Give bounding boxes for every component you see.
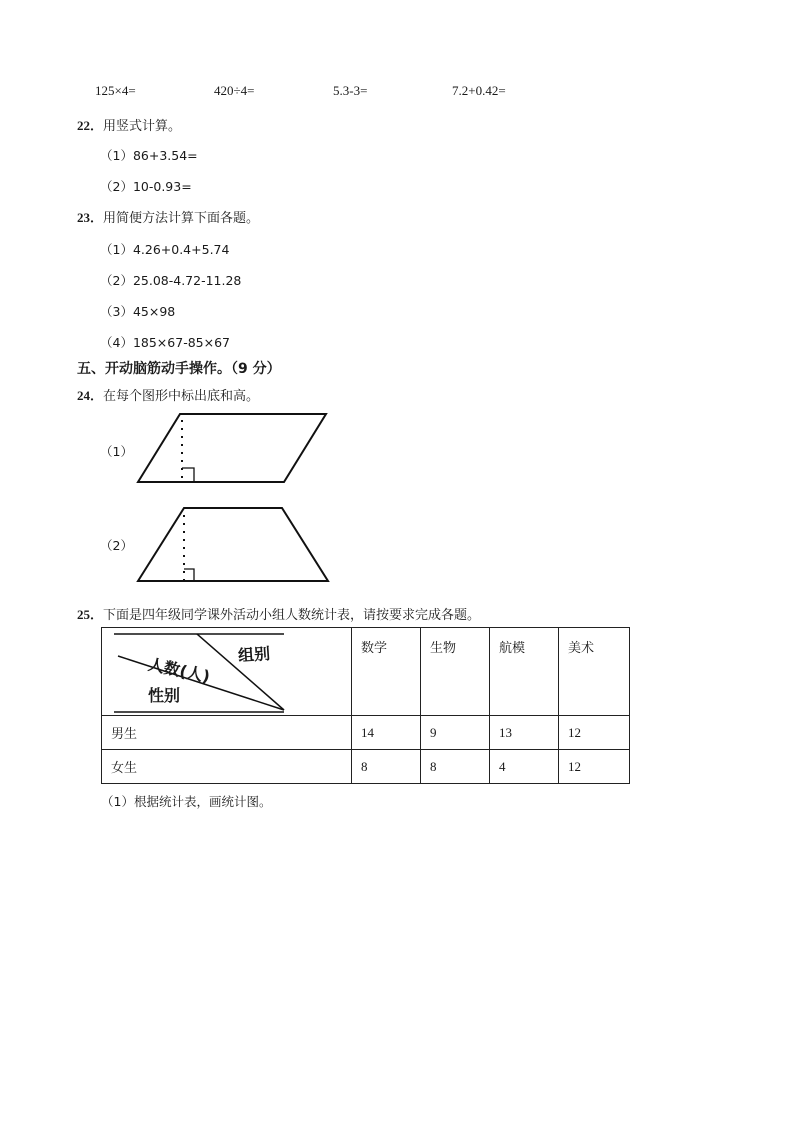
cell-boys-aeromodel: 13 — [490, 716, 559, 750]
cell-boys-biology: 9 — [421, 716, 490, 750]
header-art: 美术 — [559, 628, 630, 716]
calc-item-3: 5.3-3= — [333, 83, 368, 98]
header-math: 数学 — [352, 628, 421, 716]
figure-1-label: （1） — [100, 444, 133, 459]
question-23-item-3: （3）45×98 — [100, 304, 176, 319]
table-row — [102, 750, 630, 784]
corner-label-count: 人数(人) — [146, 654, 212, 687]
question-24 — [77, 385, 259, 404]
figure-2-label: （2） — [100, 538, 133, 553]
question-23-number: 23． — [77, 210, 104, 225]
question-23-item-4: （4）185×67-85×67 — [100, 335, 230, 350]
table-row — [102, 716, 630, 750]
row-label-girls: 女生 — [102, 750, 352, 784]
question-23-item-2: （2）25.08-4.72-11.28 — [100, 273, 242, 288]
header-aeromodel: 航模 — [490, 628, 559, 716]
parallelogram-figure — [130, 408, 335, 488]
cell-girls-aeromodel: 4 — [490, 750, 559, 784]
stats-table — [101, 627, 630, 784]
cell-girls-biology: 8 — [421, 750, 490, 784]
cell-boys-art: 12 — [559, 716, 630, 750]
question-24-number: 24． — [77, 388, 104, 403]
calc-item-2: 420÷4= — [214, 83, 255, 98]
cell-girls-art: 12 — [559, 750, 630, 784]
question-22 — [77, 115, 181, 134]
question-25-sub-1: （1）根据统计表，画统计图。 — [101, 794, 272, 809]
table-corner-cell — [102, 628, 352, 716]
cell-boys-math: 14 — [352, 716, 421, 750]
section-5-title: 五、开动脑筋动手操作。（9 分） — [77, 361, 281, 377]
question-25 — [77, 604, 480, 623]
question-23 — [77, 207, 259, 226]
question-23-item-1: （1）4.26+0.4+5.74 — [100, 242, 230, 257]
corner-label-gender: 性别 — [148, 686, 181, 705]
question-25-text: 下面是四年级同学课外活动小组人数统计表，请按要求完成各题。 — [103, 608, 481, 623]
corner-diagonal-lines — [102, 628, 352, 715]
calc-item-1: 125×4= — [95, 83, 136, 98]
cell-girls-math: 8 — [352, 750, 421, 784]
row-label-boys: 男生 — [102, 716, 352, 750]
question-22-text: 用竖式计算。 — [103, 119, 182, 134]
corner-label-group: 组别 — [237, 643, 271, 666]
question-22-item-2: （2）10-0.93= — [100, 179, 192, 194]
calc-item-4: 7.2+0.42= — [452, 83, 506, 98]
question-22-number: 22． — [77, 118, 104, 133]
header-biology: 生物 — [421, 628, 490, 716]
trapezoid-figure — [132, 503, 337, 587]
question-23-text: 用简便方法计算下面各题。 — [103, 211, 260, 226]
question-22-item-1: （1）86+3.54= — [100, 148, 198, 163]
question-25-number: 25． — [77, 607, 104, 622]
question-24-text: 在每个图形中标出底和高。 — [103, 389, 260, 404]
table-header-row — [102, 628, 630, 716]
